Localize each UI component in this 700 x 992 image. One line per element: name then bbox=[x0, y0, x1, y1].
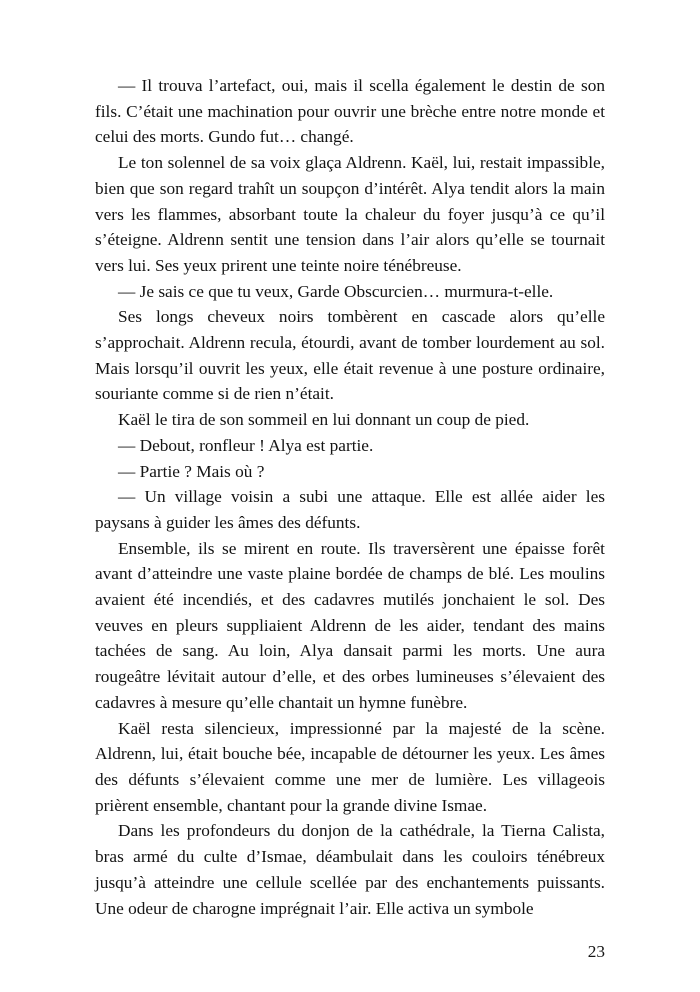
paragraph-solemn-tone: Le ton solennel de sa voix glaça Aldrenn. Kaël, lui, restait impassible, bien que son regard trahît un soupçon d’intérêt. Alya tendit alors la main vers les flammes, absorbant toute la chaleur du foyer jusqu’à ce qu’il s’éteigne. Aldrenn sentit une tension dans l’air alors qu’elle se tournait vers lui. Ses yeux prirent une teinte noire ténébreuse. bbox=[95, 153, 605, 275]
page-body bbox=[95, 73, 605, 921]
paragraph-cathedral: Dans les profondeurs du donjon de la cathédrale, la Tierna Calista, bras armé du culte d’Ismae, déambulait dans les couloirs ténébreux jusqu’à atteindre une cellule scellée par des enchantements puissants. Une odeur de charogne imprégnait l’air. Elle activa un symbole bbox=[95, 821, 605, 918]
paragraph-journey: Ensemble, ils se mirent en route. Ils traversèrent une épaisse forêt avant d’atteindre une vaste plaine bordée de champs de blé. Les moulins avaient été incendiés, et des cadavres mutilés jonchaient le sol. Des veuves en pleurs suppliaient Aldrenn de les aider, tendant des mains tachées de sang. Au loin, Alya dansait parmi les morts. Une aura rougeâtre lévitait autour d’elle, et des orbes lumineuses s’élevaient des cadavres à mesure qu’elle chantait un hymne funèbre. bbox=[95, 538, 605, 712]
paragraph-kael-kick: Kaël le tira de son sommeil en lui donnant un coup de pied. bbox=[118, 410, 530, 430]
paragraph-dialogue-murmur: — Je sais ce que tu veux, Garde Obscurcien… murmura-t-elle. bbox=[118, 281, 554, 301]
page-number: 23 bbox=[587, 942, 605, 961]
paragraph-dialogue-artefact: — Il trouva l’artefact, oui, mais il scella également le destin de son fils. C’était une machination pour ouvrir une brèche entre notre monde et celui des morts. Gundo fut… changé. bbox=[95, 76, 605, 147]
paragraph-dialogue-partie: — Partie ? Mais où ? bbox=[118, 461, 265, 481]
paragraph-black-hair: Ses longs cheveux noirs tombèrent en cascade alors qu’elle s’approchait. Aldrenn recula, étourdi, avant de tomber lourdement au sol. Mais lorsqu’il ouvrit les yeux, elle était revenue à une posture ordinaire, souriante comme si de rien n’était. bbox=[95, 307, 605, 404]
paragraph-dialogue-debout: — Debout, ronfleur ! Alya est partie. bbox=[118, 435, 374, 455]
paragraph-dialogue-village: — Un village voisin a subi une attaque. Elle est allée aider les paysans à guider les âmes des défunts. bbox=[95, 487, 605, 532]
paragraph-majesty: Kaël resta silencieux, impressionné par la majesté de la scène. Aldrenn, lui, était bouche bée, incapable de détourner les yeux. Les âmes des défunts s’élevaient comme une mer de lumière. Les villageois prièrent ensemble, chantant pour la grande divine Ismae. bbox=[95, 718, 605, 815]
